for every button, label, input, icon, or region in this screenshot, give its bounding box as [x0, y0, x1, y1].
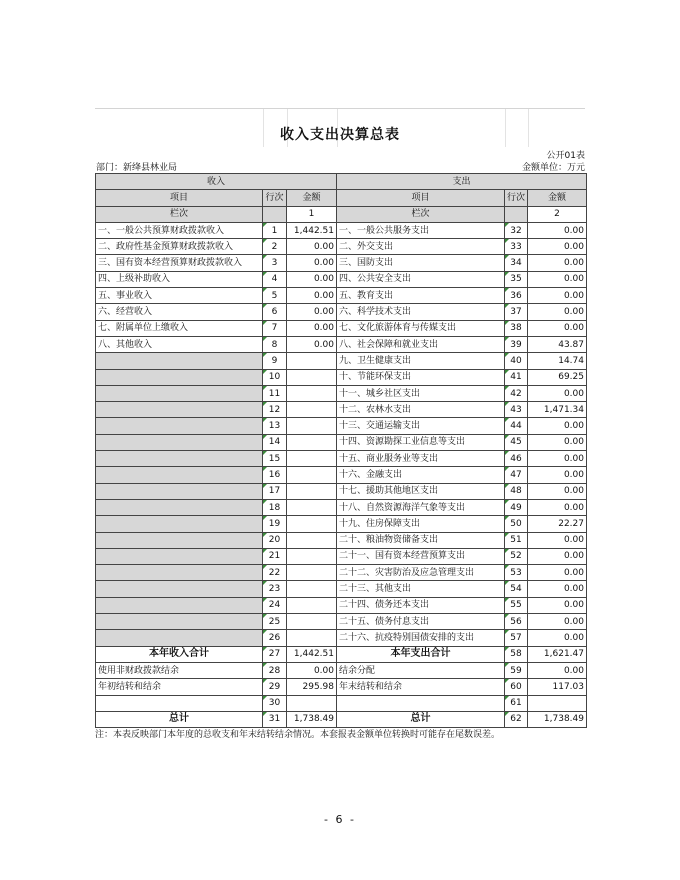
column-number-row — [96, 206, 587, 222]
income-item-label: 总计 — [96, 711, 263, 727]
expense-amount: 1,471.34 — [528, 402, 587, 418]
expense-item-label: 三、国防支出 — [337, 255, 505, 271]
expense-line-number: 45 — [505, 434, 528, 450]
income-item-label — [96, 597, 263, 613]
income-amount — [287, 385, 337, 401]
income-amount — [287, 483, 337, 499]
expense-line-number: 43 — [505, 402, 528, 418]
income-item-label: 六、经营收入 — [96, 304, 263, 320]
income-line-number: 25 — [263, 614, 287, 630]
income-amount: 295.98 — [287, 679, 337, 695]
income-item-label — [96, 483, 263, 499]
income-amount — [287, 581, 337, 597]
income-line-number: 17 — [263, 483, 287, 499]
expense-line-number: 53 — [505, 565, 528, 581]
income-item-label — [96, 418, 263, 434]
income-expense-table — [95, 173, 587, 728]
expense-section-header: 支出 — [337, 174, 587, 190]
income-line-number: 14 — [263, 434, 287, 450]
expense-line-number: 51 — [505, 532, 528, 548]
table-row — [96, 581, 587, 597]
table-row — [96, 548, 587, 564]
income-amount — [287, 369, 337, 385]
expense-amount: 0.00 — [528, 418, 587, 434]
income-amount — [287, 451, 337, 467]
expense-amount: 0.00 — [528, 222, 587, 238]
income-amount — [287, 434, 337, 450]
income-item-label — [96, 548, 263, 564]
table-row — [96, 271, 587, 287]
expense-item-label: 二、外交支出 — [337, 239, 505, 255]
expense-item-label: 十三、交通运输支出 — [337, 418, 505, 434]
expense-line-number: 36 — [505, 288, 528, 304]
income-line-number: 1 — [263, 222, 287, 238]
expense-item-label: 二十六、抗疫特别国债安排的支出 — [337, 630, 505, 646]
expense-line-number: 50 — [505, 516, 528, 532]
expense-amount: 0.00 — [528, 532, 587, 548]
expense-item-label: 二十、粮油物资储备支出 — [337, 532, 505, 548]
income-line-number: 12 — [263, 402, 287, 418]
expense-amount: 69.25 — [528, 369, 587, 385]
income-line-blank — [263, 206, 287, 222]
income-line-number: 23 — [263, 581, 287, 597]
expense-line-number: 33 — [505, 239, 528, 255]
income-section-header: 收入 — [96, 174, 337, 190]
income-amount — [287, 499, 337, 515]
income-item-label: 五、事业收入 — [96, 288, 263, 304]
expense-item-label: 十二、农林水支出 — [337, 402, 505, 418]
table-row — [96, 304, 587, 320]
expense-amount: 0.00 — [528, 255, 587, 271]
expense-item-label: 九、卫生健康支出 — [337, 353, 505, 369]
expense-line-number: 34 — [505, 255, 528, 271]
income-line-number: 16 — [263, 467, 287, 483]
expense-line-number: 61 — [505, 695, 528, 711]
expense-line-number: 58 — [505, 646, 528, 662]
expense-line-number: 32 — [505, 222, 528, 238]
income-item-label — [96, 434, 263, 450]
expense-amount: 0.00 — [528, 304, 587, 320]
expense-line-number: 37 — [505, 304, 528, 320]
income-line-number: 22 — [263, 565, 287, 581]
expense-line-number: 39 — [505, 336, 528, 352]
income-line-number: 8 — [263, 336, 287, 352]
income-line-number: 24 — [263, 597, 287, 613]
expense-item-label: 结余分配 — [337, 662, 505, 678]
expense-line-number: 54 — [505, 581, 528, 597]
income-item-label: 使用非财政拨款结余 — [96, 662, 263, 678]
expense-amount-header: 金额 — [528, 190, 587, 206]
page-title: 收入支出决算总表 — [280, 127, 400, 143]
income-item-label — [96, 565, 263, 581]
expense-item-label: 十五、商业服务业等支出 — [337, 451, 505, 467]
footnote: 注：本表反映部门本年度的总收支和年末结转结余情况。本套报表金额单位转换时可能存在尾数误差。 — [95, 730, 501, 740]
expense-amount: 0.00 — [528, 271, 587, 287]
income-line-number: 28 — [263, 662, 287, 678]
table-row — [96, 467, 587, 483]
income-amount: 1,442.51 — [287, 222, 337, 238]
table-row — [96, 679, 587, 695]
income-item-label — [96, 467, 263, 483]
expense-line-number: 42 — [505, 385, 528, 401]
expense-item-label: 二十三、其他支出 — [337, 581, 505, 597]
income-item-label — [96, 630, 263, 646]
table-row — [96, 418, 587, 434]
income-amount — [287, 614, 337, 630]
income-amount — [287, 402, 337, 418]
income-amount: 0.00 — [287, 304, 337, 320]
income-line-number: 31 — [263, 711, 287, 727]
expense-item-label — [337, 695, 505, 711]
income-line-number: 2 — [263, 239, 287, 255]
expense-line-number: 49 — [505, 499, 528, 515]
income-line-number: 29 — [263, 679, 287, 695]
year-total-row — [96, 646, 587, 662]
expense-line-number: 59 — [505, 662, 528, 678]
income-item-label — [96, 451, 263, 467]
income-item-label: 本年收入合计 — [96, 646, 263, 662]
expense-item-label: 五、教育支出 — [337, 288, 505, 304]
page-number: - 6 - — [324, 813, 356, 826]
table-row — [96, 239, 587, 255]
table-row — [96, 483, 587, 499]
income-amount: 1,738.49 — [287, 711, 337, 727]
expense-amount: 0.00 — [528, 451, 587, 467]
expense-item-label: 十六、金融支出 — [337, 467, 505, 483]
expense-amount: 0.00 — [528, 434, 587, 450]
income-column-number: 1 — [287, 206, 337, 222]
income-amount — [287, 467, 337, 483]
income-line-number: 7 — [263, 320, 287, 336]
expense-amount: 0.00 — [528, 630, 587, 646]
income-item-label: 三、国有资本经营预算财政拨款收入 — [96, 255, 263, 271]
income-line-number: 6 — [263, 304, 287, 320]
expense-line-header: 行次 — [505, 190, 528, 206]
income-item-label — [96, 402, 263, 418]
expense-amount: 0.00 — [528, 499, 587, 515]
expense-amount: 0.00 — [528, 614, 587, 630]
expense-item-label: 二十二、灾害防治及应急管理支出 — [337, 565, 505, 581]
income-line-number: 21 — [263, 548, 287, 564]
income-line-header: 行次 — [263, 190, 287, 206]
table-row — [96, 499, 587, 515]
expense-item-header: 项目 — [337, 190, 505, 206]
expense-amount: 0.00 — [528, 467, 587, 483]
unit-label: 金额单位：万元 — [521, 163, 585, 173]
table-row — [96, 402, 587, 418]
expense-amount: 22.27 — [528, 516, 587, 532]
table-row — [96, 369, 587, 385]
expense-item-label: 年末结转和结余 — [337, 679, 505, 695]
income-amount: 0.00 — [287, 336, 337, 352]
income-amount: 0.00 — [287, 320, 337, 336]
expense-line-number: 48 — [505, 483, 528, 499]
expense-amount — [528, 695, 587, 711]
income-amount — [287, 418, 337, 434]
expense-item-label: 六、科学技术支出 — [337, 304, 505, 320]
income-item-label — [96, 385, 263, 401]
income-line-number: 27 — [263, 646, 287, 662]
income-item-label — [96, 614, 263, 630]
income-amount — [287, 353, 337, 369]
income-amount — [287, 548, 337, 564]
expense-item-label: 十八、自然资源海洋气象等支出 — [337, 499, 505, 515]
income-line-number: 9 — [263, 353, 287, 369]
table-row — [96, 597, 587, 613]
expense-line-number: 55 — [505, 597, 528, 613]
expense-item-label: 七、文化旅游体育与传媒支出 — [337, 320, 505, 336]
income-line-number: 20 — [263, 532, 287, 548]
expense-amount: 43.87 — [528, 336, 587, 352]
expense-line-number: 41 — [505, 369, 528, 385]
income-amount — [287, 597, 337, 613]
income-item-label: 一、一般公共预算财政拨款收入 — [96, 222, 263, 238]
table-row — [96, 532, 587, 548]
expense-amount: 1,738.49 — [528, 711, 587, 727]
income-item-label: 七、附属单位上缴收入 — [96, 320, 263, 336]
table-row — [96, 255, 587, 271]
income-line-number: 18 — [263, 499, 287, 515]
expense-line-number: 62 — [505, 711, 528, 727]
expense-amount: 0.00 — [528, 239, 587, 255]
grand-total-row — [96, 711, 587, 727]
income-line-number: 26 — [263, 630, 287, 646]
income-line-number: 10 — [263, 369, 287, 385]
income-item-label — [96, 499, 263, 515]
income-line-number: 15 — [263, 451, 287, 467]
income-amount-header: 金额 — [287, 190, 337, 206]
table-row — [96, 336, 587, 352]
expense-amount: 0.00 — [528, 548, 587, 564]
expense-item-label: 十九、住房保障支出 — [337, 516, 505, 532]
expense-item-label: 八、社会保障和就业支出 — [337, 336, 505, 352]
expense-line-number: 40 — [505, 353, 528, 369]
expense-amount: 1,621.47 — [528, 646, 587, 662]
expense-amount: 0.00 — [528, 581, 587, 597]
income-line-number: 11 — [263, 385, 287, 401]
income-item-label — [96, 353, 263, 369]
income-item-label — [96, 516, 263, 532]
column-header-row — [96, 190, 587, 206]
income-line-number: 13 — [263, 418, 287, 434]
table-row — [96, 222, 587, 238]
income-amount — [287, 695, 337, 711]
expense-line-number: 44 — [505, 418, 528, 434]
income-amount: 0.00 — [287, 662, 337, 678]
expense-item-label: 本年支出合计 — [337, 646, 505, 662]
table-row — [96, 662, 587, 678]
expense-line-number: 57 — [505, 630, 528, 646]
expense-item-label: 十一、城乡社区支出 — [337, 385, 505, 401]
expense-line-number: 38 — [505, 320, 528, 336]
table-row — [96, 614, 587, 630]
income-line-number: 4 — [263, 271, 287, 287]
income-item-label: 四、上级补助收入 — [96, 271, 263, 287]
income-item-label: 二、政府性基金预算财政拨款收入 — [96, 239, 263, 255]
income-amount — [287, 516, 337, 532]
expense-line-number: 52 — [505, 548, 528, 564]
table-row — [96, 288, 587, 304]
income-amount: 1,442.51 — [287, 646, 337, 662]
expense-line-blank — [505, 206, 528, 222]
expense-item-label: 总计 — [337, 711, 505, 727]
table-row — [96, 451, 587, 467]
expense-item-label: 十、节能环保支出 — [337, 369, 505, 385]
expense-line-number: 35 — [505, 271, 528, 287]
income-item-label — [96, 581, 263, 597]
income-line-number: 5 — [263, 288, 287, 304]
expense-item-label: 一、一般公共服务支出 — [337, 222, 505, 238]
expense-amount: 0.00 — [528, 483, 587, 499]
income-item-label — [96, 369, 263, 385]
income-column-label: 栏次 — [96, 206, 263, 222]
income-amount — [287, 532, 337, 548]
table-row — [96, 695, 587, 711]
income-item-label — [96, 532, 263, 548]
table-row — [96, 565, 587, 581]
income-amount: 0.00 — [287, 288, 337, 304]
expense-item-label: 四、公共安全支出 — [337, 271, 505, 287]
expense-amount: 0.00 — [528, 320, 587, 336]
expense-amount: 0.00 — [528, 662, 587, 678]
expense-amount: 0.00 — [528, 597, 587, 613]
income-item-label: 年初结转和结余 — [96, 679, 263, 695]
income-amount — [287, 630, 337, 646]
expense-amount: 0.00 — [528, 385, 587, 401]
income-amount: 0.00 — [287, 239, 337, 255]
expense-amount: 117.03 — [528, 679, 587, 695]
expense-amount: 0.00 — [528, 565, 587, 581]
expense-amount: 0.00 — [528, 288, 587, 304]
expense-line-number: 46 — [505, 451, 528, 467]
income-amount — [287, 565, 337, 581]
expense-column-number: 2 — [528, 206, 587, 222]
income-item-header: 项目 — [96, 190, 263, 206]
income-line-number: 19 — [263, 516, 287, 532]
income-amount: 0.00 — [287, 271, 337, 287]
table-row — [96, 630, 587, 646]
expense-item-label: 二十四、债务还本支出 — [337, 597, 505, 613]
expense-line-number: 60 — [505, 679, 528, 695]
income-item-label — [96, 695, 263, 711]
expense-column-label: 栏次 — [337, 206, 505, 222]
table-row — [96, 434, 587, 450]
income-item-label: 八、其他收入 — [96, 336, 263, 352]
department-label: 部门：新绛县林业局 — [96, 163, 178, 173]
table-row — [96, 353, 587, 369]
expense-item-label: 二十五、债务付息支出 — [337, 614, 505, 630]
section-header-row — [96, 174, 587, 190]
income-amount: 0.00 — [287, 255, 337, 271]
expense-item-label: 二十一、国有资本经营预算支出 — [337, 548, 505, 564]
income-line-number: 30 — [263, 695, 287, 711]
table-row — [96, 516, 587, 532]
expense-line-number: 47 — [505, 467, 528, 483]
table-row — [96, 320, 587, 336]
table-row — [96, 385, 587, 401]
expense-amount: 14.74 — [528, 353, 587, 369]
form-code: 公开01表 — [546, 151, 585, 161]
expense-item-label: 十四、资源勘探工业信息等支出 — [337, 434, 505, 450]
income-line-number: 3 — [263, 255, 287, 271]
expense-line-number: 56 — [505, 614, 528, 630]
expense-item-label: 十七、援助其他地区支出 — [337, 483, 505, 499]
